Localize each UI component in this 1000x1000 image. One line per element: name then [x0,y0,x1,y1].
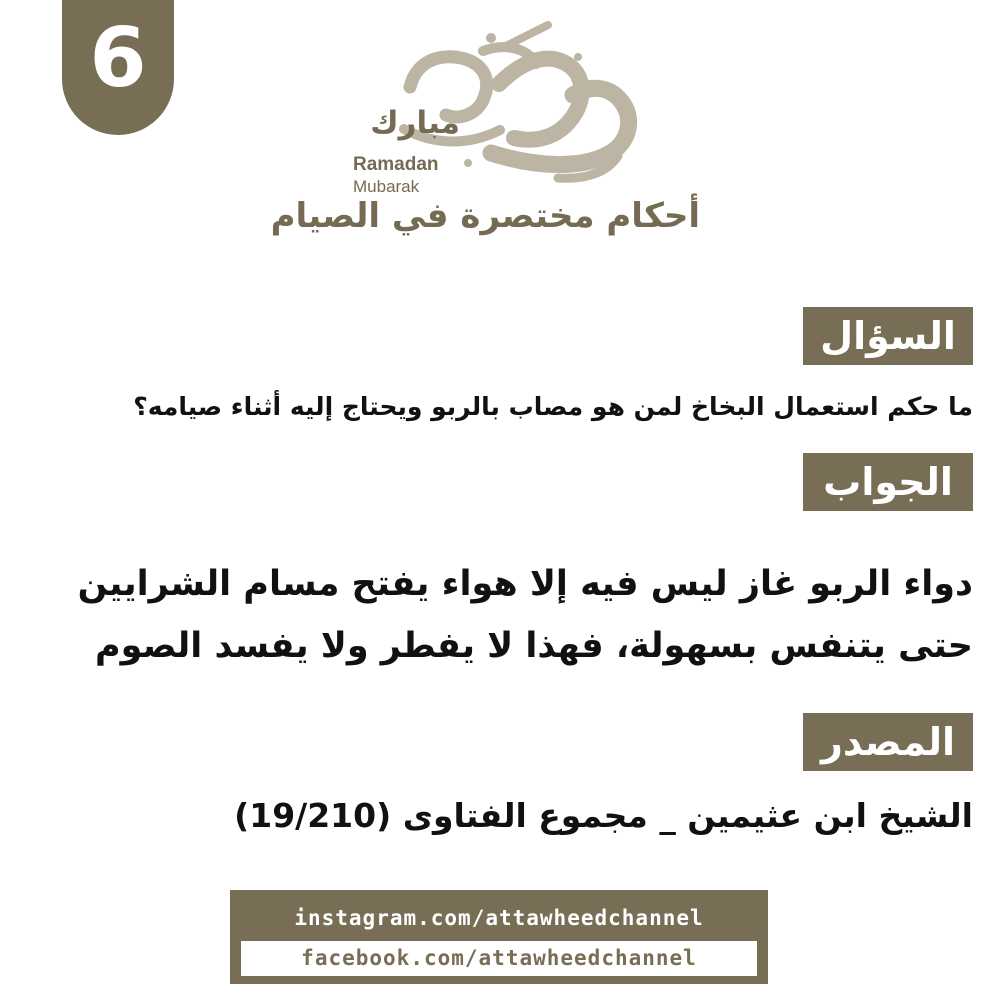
answer-line: دواء الربو غاز ليس فيه إلا هواء يفتح مسام الشرايين [77,564,973,604]
social-links-box [230,890,768,984]
source-label: المصدر [803,713,973,771]
question-label: السؤال [803,307,973,365]
card-number-tab [62,0,174,135]
series-title: أحكام مختصرة في الصيام [270,196,700,236]
logo-english-line-1: Ramadan [353,154,439,175]
ramadan-mubarak-logo [330,18,660,196]
card-number: 6 [89,10,147,106]
source-text: الشيخ ابن عثيمين _ مجموع الفتاوى (19/210) [234,796,973,835]
question-text: ما حكم استعمال البخاخ لمن هو مصاب بالربو ويحتاج إليه أثناء صيامه؟ [133,392,973,421]
answer-label: الجواب [803,453,973,511]
logo-arabic-text: مبارك [370,105,460,141]
instagram-link[interactable]: instagram.com/attawheedchannel [241,901,757,936]
answer-line: حتى يتنفس بسهولة، فهذا لا يفطر ولا يفسد الصوم [95,626,973,666]
facebook-link[interactable]: facebook.com/attawheedchannel [241,941,757,976]
logo-english-line-2: Mubarak [353,177,420,196]
